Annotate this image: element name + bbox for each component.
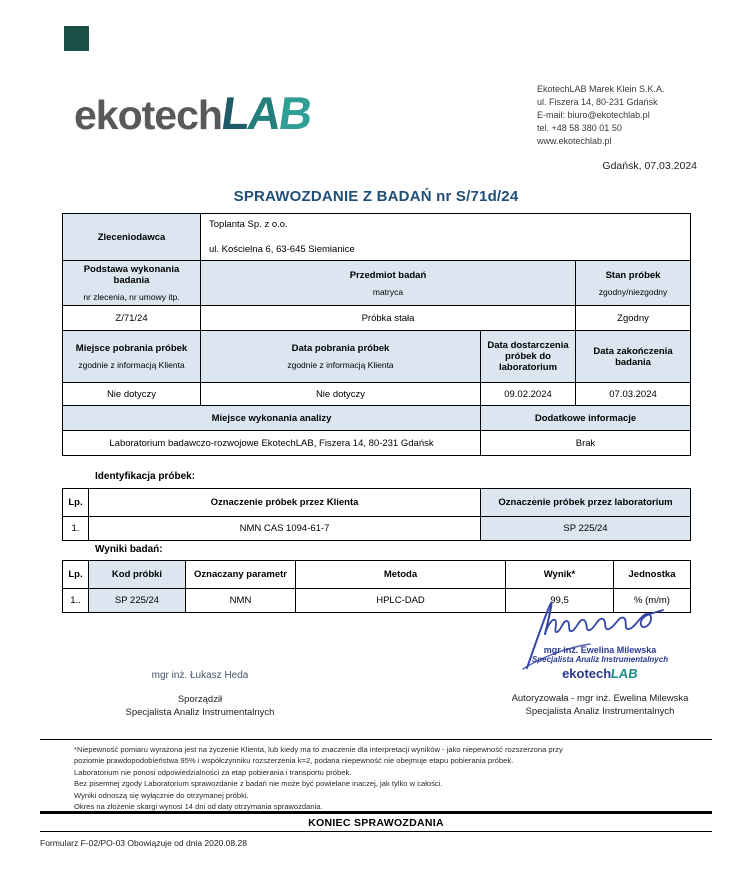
city-date: Gdańsk, 07.03.2024	[602, 160, 697, 172]
stamp-logo-ekotech: ekotech	[562, 666, 612, 681]
preparer-role1: Sporządził	[177, 694, 223, 705]
samples-table	[62, 488, 691, 541]
samples-header-lab: Oznaczenie próbek przez laboratorium	[481, 489, 691, 517]
cell-data-dostarczenia-value: 09.02.2024	[481, 383, 576, 406]
cell-miejsce-analizy-value: Laboratorium badawczo-rozwojowe EkotechLAB, Fiszera 14, 80-231 Gdańsk	[63, 431, 481, 456]
form-footer: Formularz F-02/PO-03 Obowiązuje od dnia 2020.08.28	[40, 838, 247, 848]
stan-main: Stan próbek	[605, 269, 661, 281]
samples-row-client-code: NMN CAS 1094-61-7	[89, 517, 481, 541]
samples-header-client: Oznaczenie próbek przez Klienta	[89, 489, 481, 517]
client-address: ul. Kościelna 6, 63-645 Siemianice	[209, 244, 355, 255]
data-pobrania-sub: zgodnie z informacją Klienta	[287, 360, 394, 370]
przedmiot-main: Przedmiot badań	[349, 269, 427, 281]
cell-miejsce-analizy-header: Miejsce wykonania analizy	[63, 406, 481, 431]
samples-header-lp: Lp.	[63, 489, 89, 517]
cell-miejsce-pobrania-header	[63, 331, 201, 383]
data-pobrania-main: Data pobrania próbek	[291, 343, 390, 354]
cell-dodatkowe-header: Dodatkowe informacje	[481, 406, 691, 431]
samples-row-lab-code: SP 225/24	[481, 517, 691, 541]
podstawa-main: Podstawa wykonania badania	[83, 264, 180, 286]
corner-mark-square	[64, 26, 89, 51]
info-table	[62, 213, 691, 456]
stan-sub: zgodny/niezgodny	[598, 286, 668, 297]
samples-heading: Identyfikacja próbek:	[95, 471, 196, 482]
cell-data-zakonczenia-value: 07.03.2024	[576, 383, 691, 406]
footnote-line: Wyniki odnoszą się wyłącznie do otrzymanej próbki.	[74, 790, 249, 800]
company-address-block	[537, 83, 665, 148]
podstawa-sub: nr zlecenia, nr umowy itp.	[83, 292, 180, 302]
company-website: www.ekotechlab.pl	[537, 136, 612, 146]
cell-dodatkowe-value: Brak	[481, 431, 691, 456]
results-header-wynik: Wynik*	[506, 561, 614, 589]
closing-thin-rule	[40, 831, 712, 832]
logo-letter-a: A	[244, 87, 283, 139]
results-heading: Wyniki badań:	[95, 544, 163, 555]
ekotechlab-logo	[74, 86, 315, 140]
preparer-role2: Specjalista Analiz Instrumentalnych	[125, 707, 275, 718]
miejsce-pobrania-sub: zgodnie z informacją Klienta	[78, 360, 185, 370]
cell-data-dostarczenia-header: Data dostarczenia próbek do laboratorium	[481, 331, 576, 383]
przedmiot-sub: matryca	[372, 286, 404, 297]
client-name: Toplanta Sp. z o.o.	[209, 219, 288, 230]
preparer-name: mgr inż. Łukasz Heda	[151, 670, 249, 681]
results-row-kod: SP 225/24	[89, 589, 186, 613]
results-header-parametr: Oznaczany parametr	[186, 561, 296, 589]
closing-statement: KONIEC SPRAWOZDANIA	[308, 817, 444, 829]
footnote-line: Laboratorium nie ponosi odpowiedzialności za etap pobierania i transportu próbek.	[74, 767, 352, 777]
footnote-line: *Niepewność pomiaru wyrażona jest na życzenie Klienta, lub kiedy ma to znaczenie dla interpretacji wyników - jako niepewność rozszerzona przy	[74, 745, 563, 754]
footnote-line: poziomie prawdopodobieństwa 95% i współczynniku rozszerzenia k=2, podana niepewność nie obejmuje etapu pobierania próbek.	[74, 756, 514, 766]
stamp-name: mgr inż. Ewelina Milewska	[543, 645, 657, 655]
stamp-role: Specjalista Analiz Instrumentalnych	[531, 655, 669, 664]
cell-order-number: Z/71/24	[63, 306, 201, 331]
results-row-parametr: NMN	[186, 589, 296, 613]
cell-data-pobrania-header	[201, 331, 481, 383]
authorizer-stamp	[500, 645, 700, 681]
footnotes-block	[74, 744, 694, 812]
cell-data-pobrania-value: Nie dotyczy	[201, 383, 481, 406]
cell-miejsce-pobrania-value: Nie dotyczy	[63, 383, 201, 406]
cell-data-zakonczenia-header: Data zakończenia badania	[576, 331, 691, 383]
miejsce-pobrania-main: Miejsce pobrania próbek	[75, 343, 188, 354]
cell-stan-header	[576, 261, 691, 306]
results-row-jednostka: % (m/m)	[614, 589, 691, 613]
cell-sample-state: Zgodny	[576, 306, 691, 331]
results-header-metoda: Metoda	[296, 561, 506, 589]
company-street: ul. Fiszera 14, 80-231 Gdańsk	[537, 97, 658, 107]
authorizer-signature-block	[480, 692, 720, 718]
company-email: E-mail: biuro@ekotechlab.pl	[537, 110, 650, 120]
closing-thick-rule	[40, 811, 712, 814]
results-row-wynik: 99,5	[506, 589, 614, 613]
footnote-line: Bez pisemnej zgody Laboratorium sprawozdanie z badań nie może być powielane inaczej, jak tylko w całości.	[74, 779, 443, 789]
results-row-lp: 1..	[63, 589, 89, 613]
results-header-kod: Kod próbki	[89, 561, 186, 589]
footnote-top-rule	[40, 739, 712, 740]
results-header-lp: Lp.	[63, 561, 89, 589]
logo-letter-b: B	[275, 87, 315, 139]
logo-text-ekotech: ekotech	[74, 92, 222, 138]
cell-przedmiot-header	[201, 261, 576, 306]
cell-podstawa-header	[63, 261, 201, 306]
cell-zleceniodawca-label: Zleceniodawca	[63, 214, 201, 261]
cell-matrix-value: Próbka stała	[201, 306, 576, 331]
stamp-logo	[500, 666, 700, 681]
results-header-jednostka: Jednostka	[614, 561, 691, 589]
preparer-signature-block	[95, 670, 305, 719]
authorizer-line1: Autoryzowała - mgr inż. Ewelina Milewska	[511, 693, 689, 704]
results-row-metoda: HPLC-DAD	[296, 589, 506, 613]
samples-row-lp: 1.	[63, 517, 89, 541]
company-name: EkotechLAB Marek Klein S.K.A.	[537, 84, 665, 94]
footnote-line: Okres na złożenie skargi wynosi 14 dni od daty otrzymania sprawozdania.	[74, 802, 323, 812]
stamp-logo-lab: LAB	[610, 666, 639, 681]
company-phone: tel. +48 58 380 01 50	[537, 123, 622, 133]
cell-client-info	[201, 214, 691, 261]
authorizer-line2: Specjalista Analiz Instrumentalnych	[525, 706, 675, 717]
report-title: SPRAWOZDANIE Z BADAŃ nr S/71d/24	[233, 188, 519, 205]
logo-letter-l: L	[218, 87, 252, 139]
